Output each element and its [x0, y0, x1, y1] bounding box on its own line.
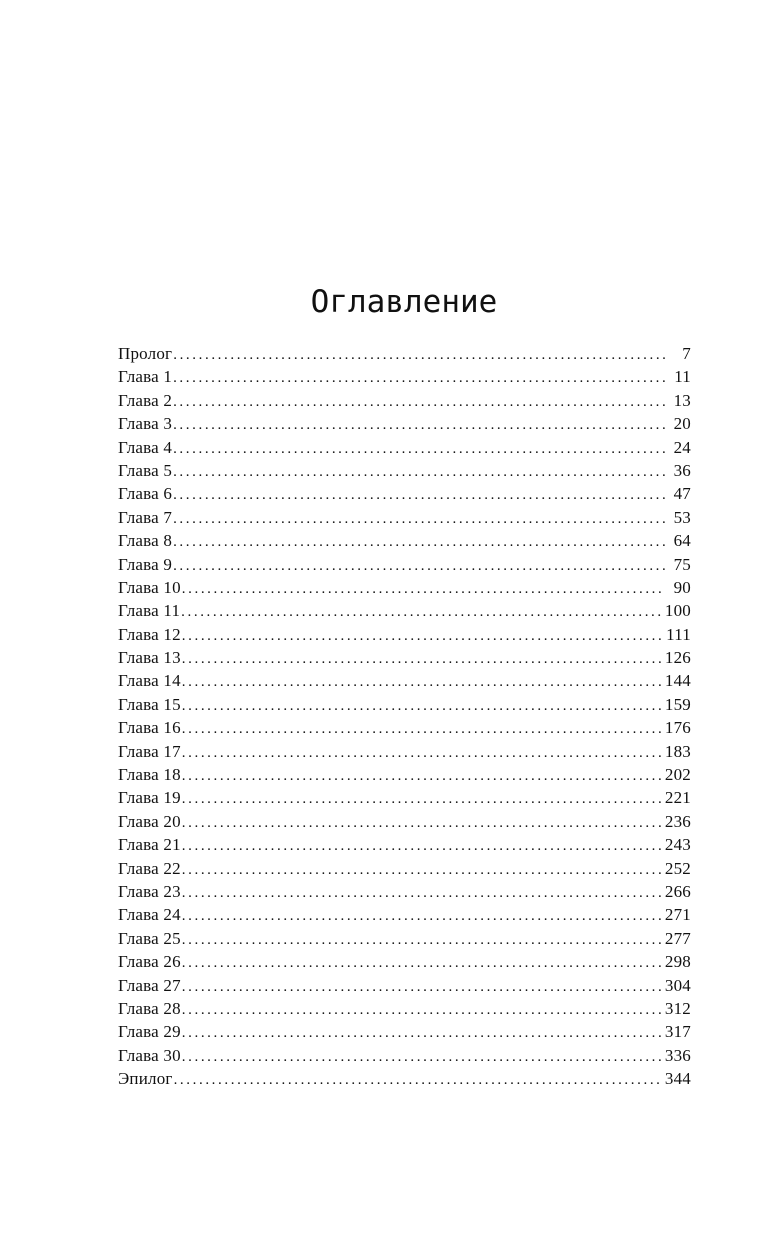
toc-entry-label: Глава 28 — [118, 998, 181, 1018]
toc-entry-page: 64 — [673, 531, 691, 551]
dot-leader — [181, 601, 663, 624]
dot-leader — [182, 999, 663, 1022]
toc-entry — [118, 740, 691, 763]
toc-entry-label: Глава 16 — [118, 718, 181, 738]
toc-entry — [118, 412, 691, 435]
dot-leader — [182, 625, 664, 648]
dot-leader — [173, 531, 665, 554]
toc-entry-label: Глава 7 — [118, 507, 173, 527]
dot-leader — [182, 1022, 663, 1045]
toc-entry — [118, 623, 691, 646]
toc-entry — [118, 646, 691, 669]
toc-entry-page: 36 — [673, 460, 691, 480]
toc-entry-label: Глава 22 — [118, 858, 181, 878]
dot-leader — [182, 788, 663, 811]
toc-entry-page: 11 — [674, 367, 691, 387]
toc-entry — [118, 1020, 691, 1043]
toc-entry-label: Глава 11 — [118, 601, 181, 621]
toc-entry-page: 47 — [673, 484, 691, 504]
toc-entry-page: 159 — [664, 694, 691, 714]
table-of-contents — [118, 342, 691, 1091]
dot-leader — [173, 484, 665, 507]
toc-entry — [118, 857, 691, 880]
toc-entry-page: 277 — [664, 928, 691, 948]
toc-entry-label: Глава 5 — [118, 460, 173, 480]
toc-entry-label: Глава 23 — [118, 881, 181, 901]
toc-entry — [118, 436, 691, 459]
dot-leader — [182, 695, 663, 718]
toc-entry — [118, 506, 691, 529]
toc-entry-page: 183 — [664, 741, 691, 761]
toc-entry-page: 236 — [664, 811, 691, 831]
toc-entry-page: 271 — [664, 905, 691, 925]
dot-leader — [182, 929, 663, 952]
dot-leader — [182, 718, 663, 741]
dot-leader — [182, 671, 663, 694]
toc-entry-label: Глава 29 — [118, 1022, 181, 1042]
toc-entry-label: Глава 24 — [118, 905, 181, 925]
toc-entry-label: Глава 1 — [118, 367, 173, 387]
toc-entry — [118, 950, 691, 973]
toc-entry-page: 176 — [664, 718, 691, 738]
dot-leader — [182, 835, 663, 858]
toc-entry-label: Пролог — [118, 344, 173, 363]
toc-entry — [118, 810, 691, 833]
toc-entry-label: Глава 18 — [118, 765, 181, 785]
dot-leader — [173, 508, 665, 531]
toc-entry-label: Глава 4 — [118, 437, 173, 457]
toc-entry — [118, 903, 691, 926]
toc-entry-page: 312 — [664, 998, 691, 1018]
toc-entry-label: Глава 15 — [118, 694, 181, 714]
toc-entry — [118, 599, 691, 622]
toc-entry-page: 202 — [664, 765, 691, 785]
toc-entry-page: 100 — [664, 601, 691, 621]
dot-leader — [173, 555, 665, 578]
toc-entry-page: 252 — [664, 858, 691, 878]
toc-entry-label: Глава 9 — [118, 554, 173, 574]
toc-entry-label: Глава 3 — [118, 414, 173, 434]
toc-entry-label: Глава 21 — [118, 835, 181, 855]
toc-entry-page: 126 — [664, 648, 691, 668]
toc-entry-label: Глава 17 — [118, 741, 181, 761]
toc-entry-page: 24 — [673, 437, 691, 457]
toc-entry — [118, 1044, 691, 1067]
dot-leader — [173, 344, 665, 367]
toc-entry-label: Глава 19 — [118, 788, 181, 808]
toc-entry — [118, 833, 691, 856]
toc-entry — [118, 529, 691, 552]
dot-leader — [182, 905, 663, 928]
dot-leader — [173, 367, 665, 390]
toc-entry — [118, 997, 691, 1020]
toc-entry — [118, 927, 691, 950]
toc-entry-page: 90 — [673, 577, 691, 597]
dot-leader — [182, 648, 663, 671]
toc-entry-page: 7 — [682, 344, 691, 363]
dot-leader — [174, 1069, 663, 1092]
toc-entry — [118, 974, 691, 997]
dot-leader — [173, 414, 665, 437]
toc-entry-label: Глава 26 — [118, 952, 181, 972]
page-title: Оглавление — [310, 284, 498, 320]
toc-entry-label: Глава 20 — [118, 811, 181, 831]
toc-entry-label: Глава 12 — [118, 624, 181, 644]
toc-entry-label: Глава 13 — [118, 648, 181, 668]
dot-leader — [182, 1046, 663, 1069]
toc-entry — [118, 576, 691, 599]
toc-entry-label: Глава 10 — [118, 577, 181, 597]
dot-leader — [182, 765, 663, 788]
toc-entry-label: Глава 2 — [118, 390, 173, 410]
toc-entry — [118, 459, 691, 482]
toc-entry-page: 344 — [664, 1069, 691, 1089]
toc-entry — [118, 553, 691, 576]
toc-entry — [118, 786, 691, 809]
dot-leader — [182, 742, 663, 765]
dot-leader — [173, 438, 665, 461]
dot-leader — [182, 976, 663, 999]
toc-entry — [118, 1067, 691, 1090]
toc-entry-page: 144 — [664, 671, 691, 691]
toc-entry-page: 53 — [673, 507, 691, 527]
dot-leader — [182, 812, 663, 835]
toc-entry-page: 336 — [664, 1045, 691, 1065]
toc-entry-page: 243 — [664, 835, 691, 855]
dot-leader — [182, 882, 663, 905]
toc-entry-page: 317 — [664, 1022, 691, 1042]
toc-entry-page: 298 — [664, 952, 691, 972]
toc-entry — [118, 342, 691, 365]
toc-entry-page: 20 — [673, 414, 691, 434]
dot-leader — [182, 578, 665, 601]
toc-entry-label: Глава 6 — [118, 484, 173, 504]
toc-entry-label: Глава 8 — [118, 531, 173, 551]
toc-entry — [118, 763, 691, 786]
toc-entry-label: Эпилог — [118, 1069, 173, 1089]
dot-leader — [173, 461, 665, 484]
toc-entry — [118, 693, 691, 716]
toc-entry-label: Глава 14 — [118, 671, 181, 691]
toc-entry-label: Глава 30 — [118, 1045, 181, 1065]
toc-entry-page: 75 — [673, 554, 691, 574]
toc-entry-label: Глава 25 — [118, 928, 181, 948]
dot-leader — [182, 952, 663, 975]
toc-entry — [118, 482, 691, 505]
toc-entry-page: 111 — [666, 624, 691, 644]
toc-entry-page: 304 — [664, 975, 691, 995]
toc-entry-page: 266 — [664, 881, 691, 901]
toc-entry — [118, 880, 691, 903]
toc-entry — [118, 365, 691, 388]
toc-entry-page: 13 — [673, 390, 691, 410]
toc-entry — [118, 716, 691, 739]
dot-leader — [182, 859, 663, 882]
toc-entry-label: Глава 27 — [118, 975, 181, 995]
toc-entry — [118, 669, 691, 692]
toc-entry-page: 221 — [664, 788, 691, 808]
toc-entry — [118, 389, 691, 412]
dot-leader — [173, 391, 665, 414]
